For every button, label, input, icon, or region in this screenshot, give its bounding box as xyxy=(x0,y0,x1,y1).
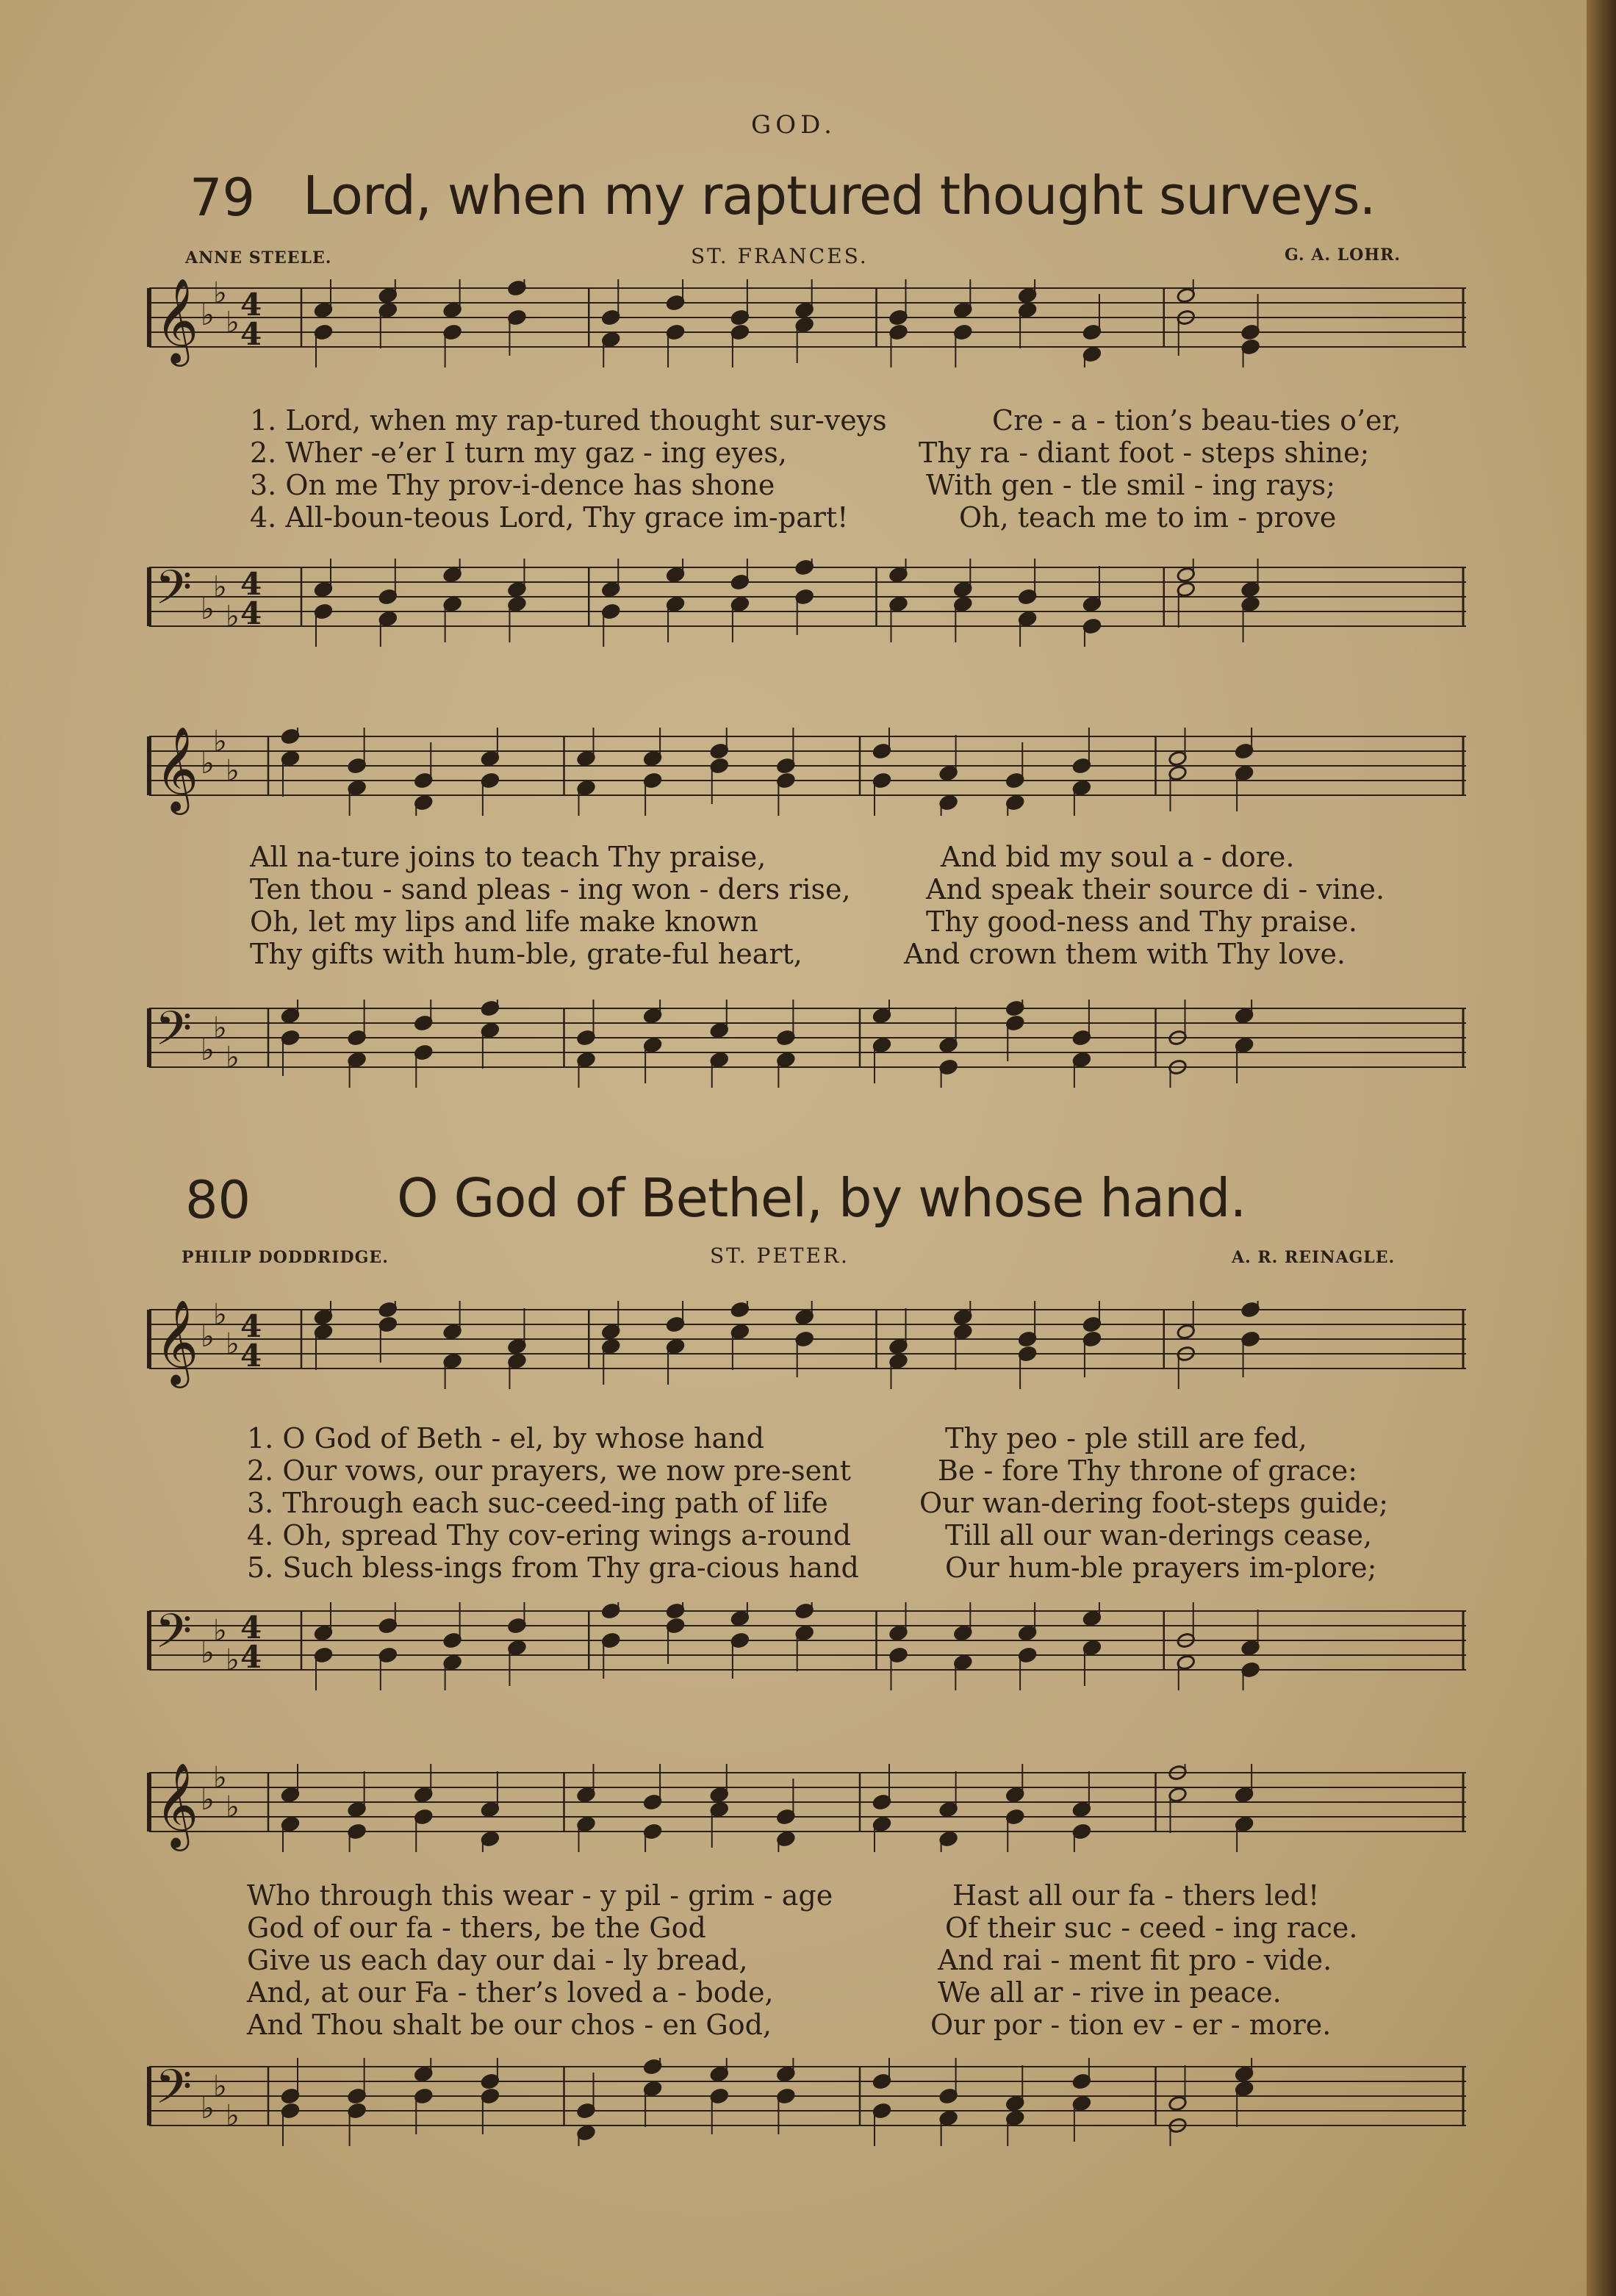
flat-icon: ♭ xyxy=(201,1033,215,1067)
lyric-right: Of their suc - ceed - ing race. xyxy=(945,1912,1358,1944)
lyric-left: 3. On me Thy prov-i-dence has shone xyxy=(250,469,775,501)
lyric-left: All na-ture joins to teach Thy praise, xyxy=(250,841,766,873)
lyric-left: Oh, let my lips and life make known xyxy=(250,905,758,938)
time-signature-top: 4 xyxy=(240,287,262,323)
lyric-right: Be - fore Thy throne of grace: xyxy=(938,1454,1358,1487)
flat-icon: ♭ xyxy=(213,1011,227,1045)
hymn-number: 79 xyxy=(190,168,256,228)
bass-staff xyxy=(143,1602,1473,1690)
lyric-right: Our por - tion ev - er - more. xyxy=(930,2009,1332,2041)
hymn-composer: A. R. REINAGLE. xyxy=(1232,1248,1396,1267)
lyric-right: And bid my soul a - dore. xyxy=(941,841,1295,873)
hymn-author: ANNE STEELE. xyxy=(185,248,332,268)
lyric-right: And rai - ment fit pro - vide. xyxy=(938,1944,1332,1976)
flat-icon: ♭ xyxy=(201,1783,215,1817)
lyric-left: 4. All-boun-teous Lord, Thy grace im-part! xyxy=(250,501,849,534)
time-signature-top: 4 xyxy=(240,1610,262,1646)
lyric-left: And, at our Fa - ther’s loved a - bode, xyxy=(247,1976,774,2009)
lyric-right: Thy ra - diant foot - steps shine; xyxy=(919,437,1370,469)
flat-icon: ♭ xyxy=(213,1764,227,1795)
hymn-title: Lord, when my raptured thought surveys. xyxy=(303,165,1376,226)
hymn-composer: G. A. LOHR. xyxy=(1285,245,1401,265)
lyric-right: Thy peo - ple still are fed, xyxy=(945,1422,1307,1454)
lyric-right: Our hum-ble prayers im-plore; xyxy=(945,1551,1377,1584)
flat-icon: ♭ xyxy=(213,1301,227,1332)
lyric-right: Our wan-dering foot-steps guide; xyxy=(919,1487,1389,1519)
flat-icon: ♭ xyxy=(213,728,227,758)
flat-icon: ♭ xyxy=(226,1790,240,1824)
time-signature-bottom: 4 xyxy=(240,316,262,352)
flat-icon: ♭ xyxy=(213,2070,227,2103)
time-signature-top: 4 xyxy=(240,566,262,602)
treble-clef-icon: 𝄞 xyxy=(155,279,199,363)
lyric-left: Thy gifts with hum-ble, grate-ful heart, xyxy=(250,938,802,970)
lyric-left: 1. Lord, when my rap-tured thought sur-veys xyxy=(250,404,887,437)
flat-icon: ♭ xyxy=(201,1320,215,1354)
lyric-left: 2. Our vows, our prayers, we now pre-sent xyxy=(247,1454,851,1487)
lyric-right: Thy good-ness and Thy praise. xyxy=(926,905,1357,938)
flat-icon: ♭ xyxy=(201,592,215,626)
bass-clef-icon: 𝄢 xyxy=(155,1002,193,1068)
lyric-right: Till all our wan-derings cease, xyxy=(945,1519,1373,1551)
lyric-left: And Thou shalt be our chos - en God, xyxy=(247,2009,772,2041)
lyric-left: 3. Through each suc-ceed-ing path of life xyxy=(247,1487,828,1519)
treble-staff xyxy=(143,728,1473,816)
lyric-right: Oh, teach me to im - prove xyxy=(959,501,1337,534)
flat-icon: ♭ xyxy=(226,306,240,340)
lyric-left: Ten thou - sand pleas - ing won - ders rise, xyxy=(250,873,851,905)
treble-clef-icon: 𝄞 xyxy=(155,1301,199,1385)
flat-icon: ♭ xyxy=(226,1327,240,1361)
section-header: GOD. xyxy=(751,110,836,140)
hymn-tune: ST. PETER. xyxy=(710,1244,850,1268)
time-signature-bottom: 4 xyxy=(240,1338,262,1374)
flat-icon: ♭ xyxy=(201,747,215,781)
bass-staff xyxy=(143,1000,1473,1088)
lyric-left: 2. Wher -e’er I turn my gaz - ing eyes, xyxy=(250,437,787,469)
flat-icon: ♭ xyxy=(201,298,215,332)
lyric-right: And speak their source di - vine. xyxy=(926,873,1385,905)
flat-icon: ♭ xyxy=(213,279,227,310)
treble-clef-icon: 𝄞 xyxy=(155,728,199,811)
lyric-right: Cre - a - tion’s beau-ties o’er, xyxy=(992,404,1401,437)
lyric-right: Hast all our fa - thers led! xyxy=(952,1879,1320,1912)
time-signature-bottom: 4 xyxy=(240,595,262,631)
bass-clef-icon: 𝄢 xyxy=(155,1604,193,1671)
book-spine xyxy=(1587,0,1616,2296)
treble-clef-icon: 𝄞 xyxy=(155,1764,199,1848)
lyric-right: And crown them with Thy love. xyxy=(904,938,1346,970)
flat-icon: ♭ xyxy=(201,2092,215,2125)
time-signature-bottom: 4 xyxy=(240,1639,262,1675)
hymn-title: O God of Bethel, by whose hand. xyxy=(397,1167,1246,1229)
flat-icon: ♭ xyxy=(213,1614,227,1648)
treble-staff xyxy=(143,1301,1473,1389)
hymn-author: PHILIP DODDRIDGE. xyxy=(182,1248,389,1267)
lyric-left: 4. Oh, spread Thy cov-ering wings a-round xyxy=(247,1519,852,1551)
lyric-left: 1. O God of Beth - el, by whose hand xyxy=(247,1422,764,1454)
lyric-left: Who through this wear - y pil - grim - age xyxy=(247,1879,833,1912)
treble-staff xyxy=(143,279,1473,367)
hymn-tune: ST. FRANCES. xyxy=(691,244,869,268)
flat-icon: ♭ xyxy=(226,1643,240,1677)
bass-clef-icon: 𝄢 xyxy=(155,2060,193,2126)
flat-icon: ♭ xyxy=(226,754,240,788)
lyric-left: Give us each day our dai - ly bread, xyxy=(247,1944,748,1976)
flat-icon: ♭ xyxy=(226,2099,240,2133)
hymn-number: 80 xyxy=(185,1170,251,1230)
lyric-left: God of our fa - thers, be the God xyxy=(247,1912,706,1944)
lyric-left: 5. Such bless-ings from Thy gra-cious hand xyxy=(247,1551,859,1584)
bass-clef-icon: 𝄢 xyxy=(155,561,193,627)
flat-icon: ♭ xyxy=(201,1636,215,1670)
bass-staff xyxy=(143,2058,1473,2146)
bass-staff xyxy=(143,559,1473,647)
time-signature-top: 4 xyxy=(240,1308,262,1344)
lyric-right: We all ar - rive in peace. xyxy=(938,1976,1282,2009)
flat-icon: ♭ xyxy=(213,570,227,604)
treble-staff xyxy=(143,1764,1473,1852)
lyric-right: With gen - tle smil - ing rays; xyxy=(926,469,1336,501)
flat-icon: ♭ xyxy=(226,600,240,634)
flat-icon: ♭ xyxy=(226,1041,240,1075)
